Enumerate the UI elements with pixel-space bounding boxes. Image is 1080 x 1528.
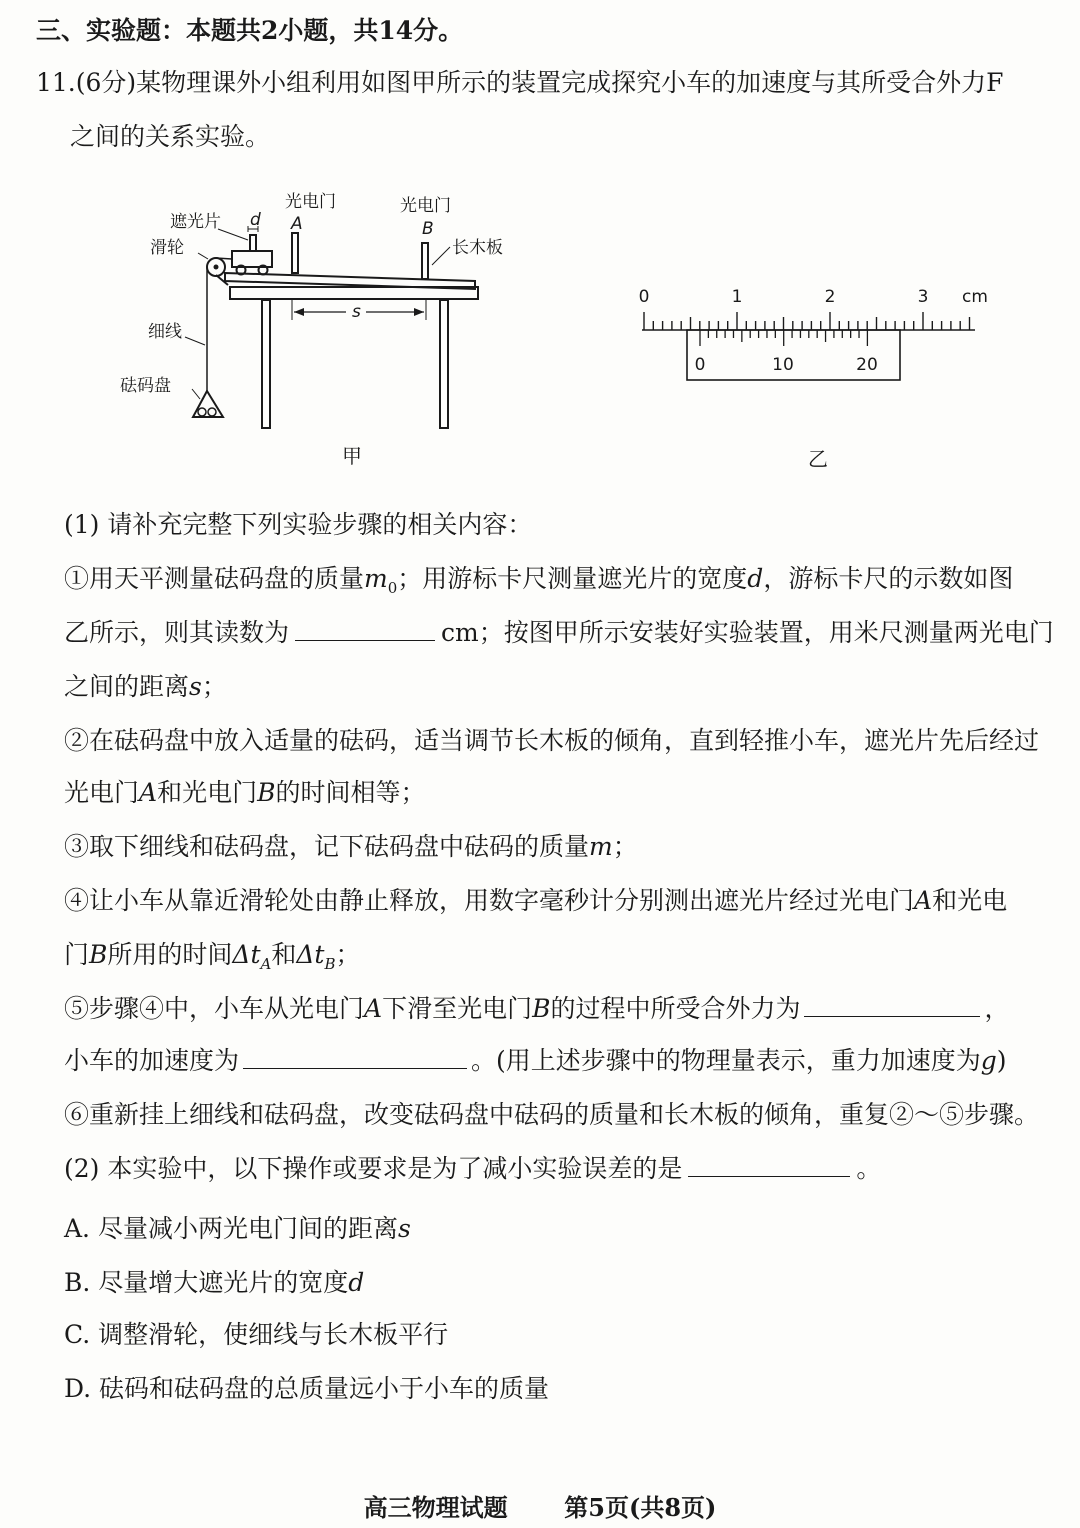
label-weight-pan: 砝码盘 [120,376,171,396]
answer-blank-net-force[interactable] [804,992,980,1017]
caption-yi: 乙 [808,447,828,470]
step3: ③取下细线和砝码盘，记下砝码盘中砝码的质量m； [64,832,638,861]
step1-line2: 乙所示，则其读数为 cm；按图甲所示安装好实验装置，用米尺测量两光电门 [64,618,1054,647]
step1-line1: ①用天平测量砝码盘的质量$m_0$；用游标卡尺测量遮光片的宽度d，游标卡尺的示数如图 [64,564,1014,597]
step5-line2: 小车的加速度为 。(用上述步骤中的物理量表示，重力加速度为g) [64,1046,1007,1075]
table-leg-left [262,300,270,428]
main-scale-unit: cm [962,287,988,307]
option-b[interactable]: B. 尽量增大遮光片的宽度d [64,1268,365,1297]
part1-intro: (1) 请补充完整下列实验步骤的相关内容： [64,510,533,539]
main-label-0: 0 [638,287,650,307]
figure-yi [630,280,990,470]
question-11-stem-line2: 之间的关系实验。 [70,122,271,151]
label-thread: 细线 [148,322,182,342]
label-s: s [352,302,361,322]
footer-subject: 高三物理试题 [363,1493,508,1522]
photogate-b [422,243,428,279]
caption-jia: 甲 [342,444,362,468]
question-number: 11.(6分) [36,68,137,97]
main-label-2: 2 [824,287,836,307]
question-11-stem-line1 [36,66,1004,100]
vernier-label-0: 0 [694,355,706,375]
step4-line2: 门B所用的时间$\Delta t_A$和$\Delta t_B$； [64,940,361,973]
step2-line2: 光电门A和光电门B的时间相等； [64,778,426,807]
footer-page-number: 第5页(共8页) [564,1493,717,1522]
step1-line3: 之间的距离s； [64,672,227,701]
option-a[interactable]: A. 尽量减小两光电门间的距离s [64,1214,411,1243]
label-long-board: 长木板 [452,238,503,258]
label-shading-plate: 遮光片 [170,212,221,232]
option-d[interactable]: D. 砝码和砝码盘的总质量远小于小车的质量 [64,1374,550,1403]
answer-blank-reading[interactable] [295,616,435,641]
answer-blank-part2[interactable] [688,1152,850,1177]
step2-line1: ②在砝码盘中放入适量的砝码，适当调节长木板的倾角，直到轻推小车，遮光片先后经过 [64,726,1040,755]
step4-line1: ④让小车从靠近滑轮处由静止释放，用数字毫秒计分别测出遮光片经过光电门A和光电 [64,886,1008,915]
main-label-1: 1 [731,287,743,307]
shading-plate [250,235,256,251]
step5-line1: ⑤步骤④中，小车从光电门A下滑至光电门B的过程中所受合外力为 ， [64,994,1010,1023]
label-d: d [250,210,261,230]
figure-jia [110,185,510,470]
label-pulley: 滑轮 [150,238,184,258]
stem-text: 某物理课外小组利用如图甲所示的装置完成探究小车的加速度与其所受合外力F [136,68,1004,97]
page-footer [0,1488,1080,1523]
part2-stem: (2) 本实验中，以下操作或要求是为了减小实验误差的是 。 [64,1154,882,1183]
label-a: A [291,214,303,234]
section-header: 三、实验题：本题共2小题，共14分。 [36,16,464,45]
main-scale [642,312,975,330]
option-c[interactable]: C. 调整滑轮，使细线与长木板平行 [64,1320,449,1349]
main-label-3: 3 [917,287,929,307]
answer-blank-acceleration[interactable] [243,1044,467,1069]
step6: ⑥重新挂上细线和砝码盘，改变砝码盘中砝码的质量和长木板的倾角，重复②～⑤步骤。 [64,1100,1040,1129]
label-b: B [422,219,434,239]
vernier-label-10: 10 [772,355,794,375]
vernier-label-20: 20 [856,355,878,375]
cart [232,251,272,267]
photogate-a [292,233,298,273]
table-leg-right [440,300,448,428]
label-photogate-b: 光电门 [400,196,451,216]
label-photogate-a: 光电门 [285,192,336,212]
